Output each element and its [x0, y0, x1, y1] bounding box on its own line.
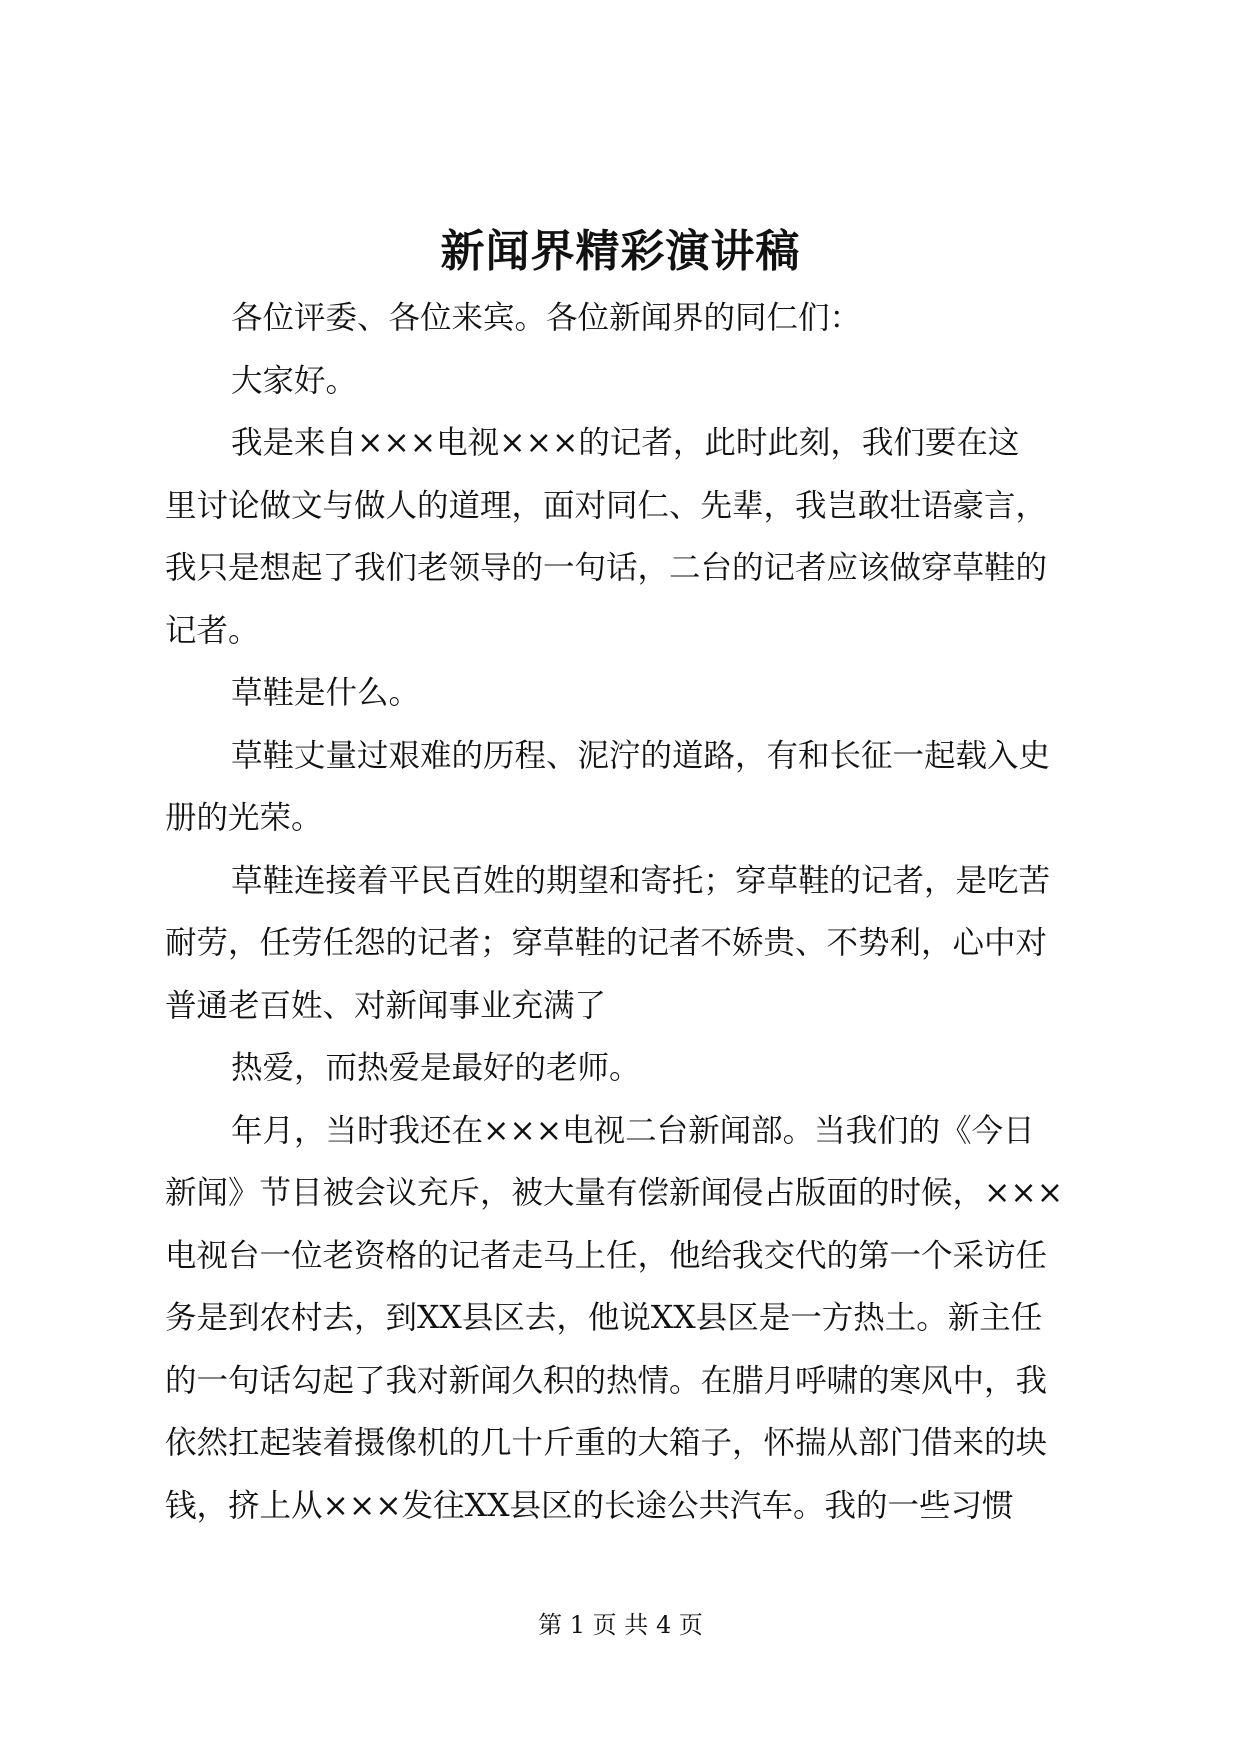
paragraph-meaning	[165, 850, 1095, 1038]
text-line: 普通老百姓、对新闻事业充满了	[165, 987, 607, 1024]
document-body	[165, 287, 1095, 1537]
text-line: 我只是想起了我们老领导的一句话，二台的记者应该做穿草鞋的	[165, 550, 1048, 586]
page-number-footer: 第 1 页 共 4 页	[538, 1611, 703, 1639]
text-line: 记者。	[165, 612, 260, 649]
text-line: 热爱，而热爱是最好的老师。	[231, 1050, 641, 1086]
paragraph-question	[165, 662, 1095, 725]
text-line: 草鞋丈量过艰难的历程、泥泞的道路，有和长征一起载入史	[231, 737, 1051, 774]
text-line: 各位评委、各位来宾。各位新闻界的同仁们：	[231, 300, 862, 336]
text-line: 草鞋连接着平民百姓的期望和寄托；穿草鞋的记者，是吃苦	[231, 862, 1051, 899]
text-line: 大家好。	[231, 362, 358, 399]
paragraph-introduction	[165, 412, 1095, 662]
text-line: 务是到农村去，到XX县区去，他说XX县区是一方热土。新主任	[165, 1300, 1043, 1336]
paragraph-greeting	[165, 287, 1095, 350]
paragraph-history	[165, 725, 1095, 850]
text-line: 钱，挤上从×××发往XX县区的长途公共汽车。我的一些习惯	[165, 1487, 1014, 1524]
paragraph-love	[165, 1037, 1095, 1100]
text-line: 册的光荣。	[165, 800, 323, 836]
text-line: 电视台一位老资格的记者走马上任，他给我交代的第一个采访任	[165, 1237, 1048, 1274]
text-line: 草鞋是什么。	[231, 675, 421, 711]
text-line: 我是来自×××电视×××的记者，此时此刻，我们要在这	[231, 425, 1020, 461]
text-line: 的一句话勾起了我对新闻久积的热情。在腊月呼啸的寒风中，我	[165, 1362, 1048, 1399]
text-line: 依然扛起装着摄像机的几十斤重的大箱子，怀揣从部门借来的块	[165, 1425, 1048, 1461]
text-line: 年月，当时我还在×××电视二台新闻部。当我们的《今日	[231, 1112, 1035, 1149]
paragraph-story	[165, 1100, 1095, 1538]
text-line: 里讨论做文与做人的道理，面对同仁、先辈，我岂敢壮语豪言，	[165, 487, 1048, 524]
text-line: 耐劳，任劳任怨的记者；穿草鞋的记者不娇贵、不势利，心中对	[165, 925, 1048, 961]
paragraph-hello	[165, 350, 1095, 413]
document-title: 新闻界精彩演讲稿	[440, 226, 801, 277]
text-line: 新闻》节目被会议充斥，被大量有偿新闻侵占版面的时候，×××	[165, 1175, 1064, 1211]
